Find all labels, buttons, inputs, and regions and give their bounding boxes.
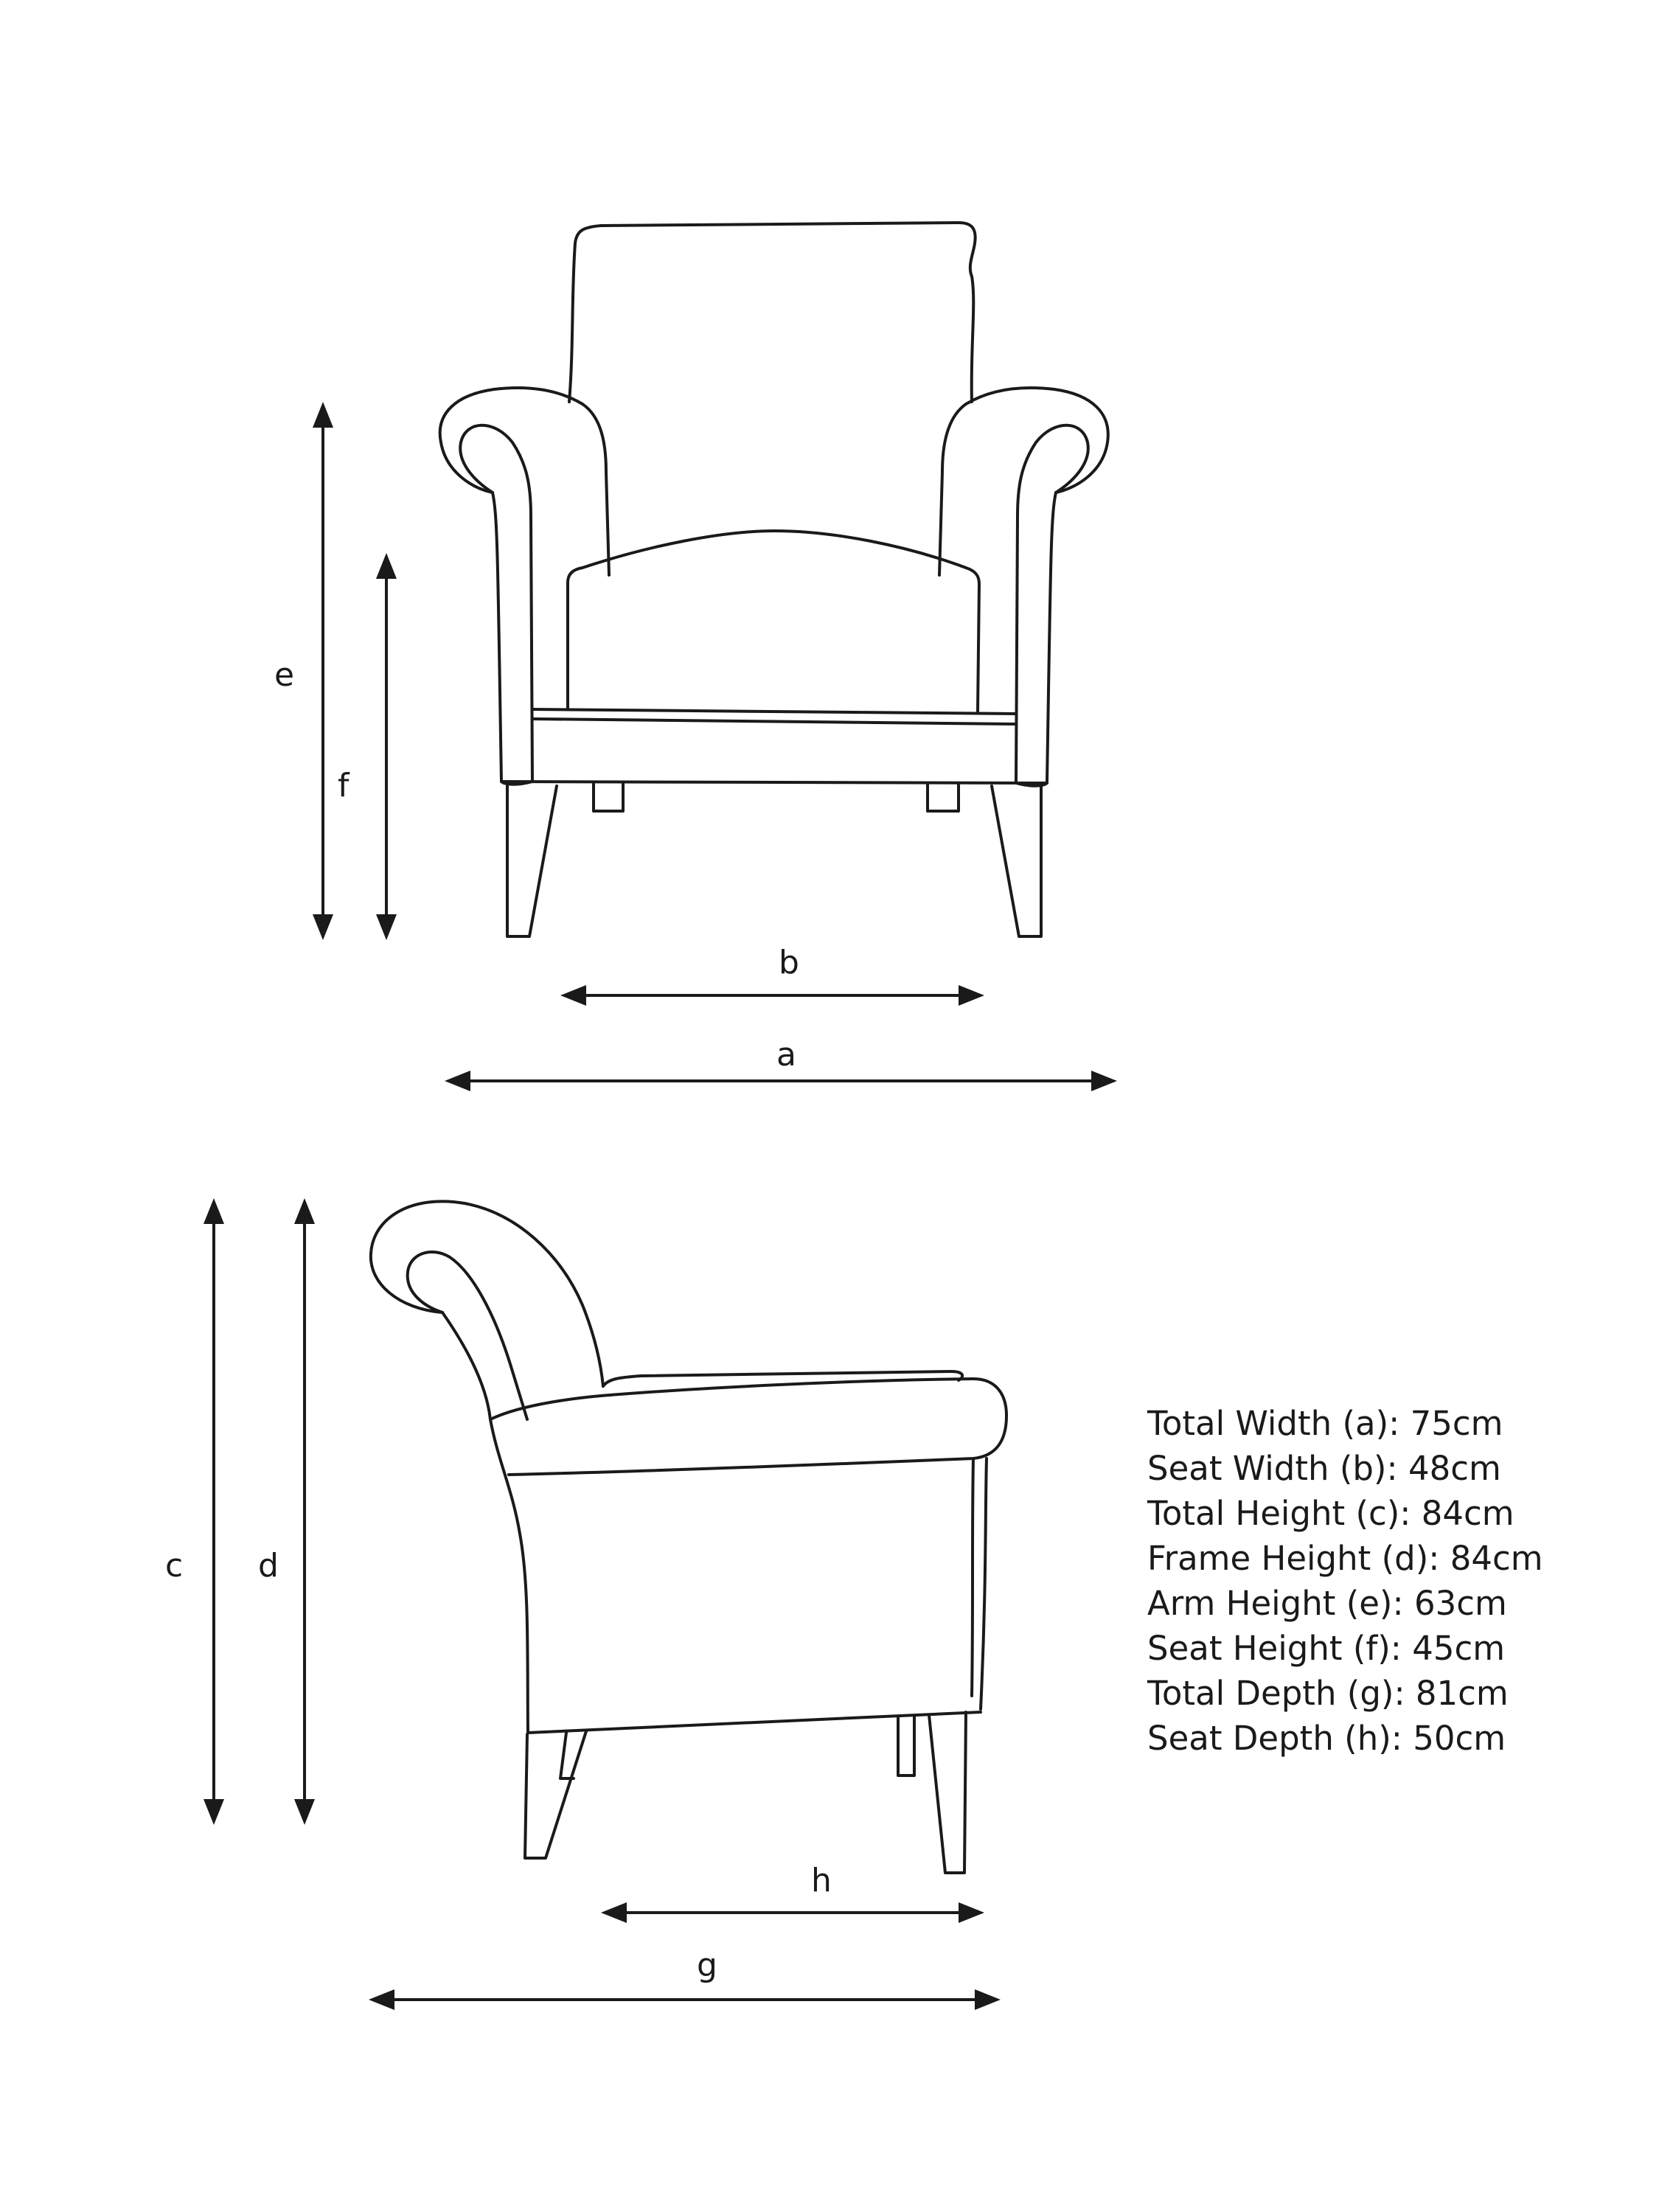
side-back-leg-rear [560, 1733, 574, 1778]
side-seat-bottom [528, 1712, 981, 1733]
front-seat-cushion [568, 531, 979, 712]
spec-seat-height: Seat Height (f): 45cm [1147, 1629, 1506, 1668]
dimension-f [338, 553, 397, 940]
dimension-label-e: e [274, 656, 295, 694]
side-back-leg [525, 1731, 586, 1858]
front-left-arm [440, 388, 609, 575]
dimension-label-a: a [776, 1036, 796, 1074]
side-view-armchair [371, 1201, 1006, 1873]
front-back-left-leg [594, 783, 623, 811]
dimension-a [445, 1036, 1117, 1091]
dimension-label-g: g [697, 1947, 717, 1984]
front-back-cushion [569, 223, 975, 402]
specification-list [1147, 1401, 1543, 1761]
dimension-h [601, 1862, 984, 1923]
dimension-label-c: c [165, 1547, 184, 1585]
front-left-arm-inner [460, 425, 532, 782]
dimension-label-b: b [779, 944, 799, 981]
front-back-right-leg [928, 783, 959, 811]
spec-seat-depth: Seat Depth (h): 50cm [1147, 1719, 1506, 1758]
side-arm-roll [490, 1379, 1006, 1475]
dimension-c [165, 1198, 224, 1825]
dimension-g [369, 1947, 1001, 2010]
side-front-leg-rear [898, 1717, 914, 1775]
spec-total-depth: Total Depth (g): 81cm [1147, 1674, 1509, 1713]
dimension-d [258, 1198, 315, 1825]
front-right-arm [939, 388, 1108, 575]
dimension-e [274, 402, 333, 940]
side-arm-front-inner [972, 1458, 973, 1696]
spec-frame-height: Frame Height (d): 84cm [1147, 1539, 1543, 1578]
spec-total-height: Total Height (c): 84cm [1147, 1494, 1514, 1533]
front-view-armchair [440, 223, 1108, 936]
dimension-label-d: d [258, 1547, 279, 1585]
dimension-b [560, 944, 984, 1006]
front-seat-base [501, 709, 1047, 783]
dimension-label-h: h [811, 1862, 832, 1899]
front-left-leg [507, 786, 557, 936]
front-right-arm-inner [1016, 425, 1088, 782]
side-arm-front [981, 1458, 987, 1709]
spec-arm-height: Arm Height (e): 63cm [1147, 1584, 1507, 1623]
side-back-scroll-inner [408, 1252, 527, 1419]
spec-seat-width: Seat Width (b): 48cm [1147, 1449, 1501, 1488]
spec-total-width: Total Width (a): 75cm [1147, 1404, 1503, 1443]
dimension-label-f: f [338, 767, 349, 804]
front-right-leg [992, 786, 1041, 936]
side-front-leg [929, 1712, 966, 1873]
side-back-scroll [371, 1201, 603, 1386]
